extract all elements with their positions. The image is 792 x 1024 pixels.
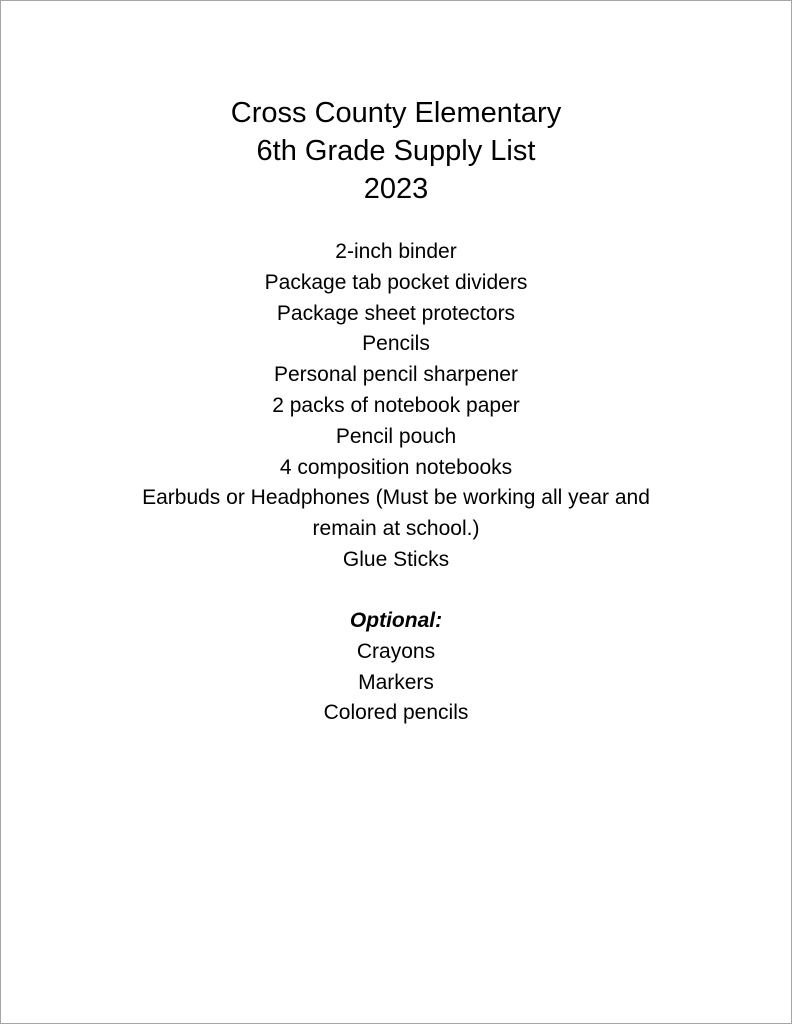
list-item: Pencil pouch bbox=[335, 424, 457, 448]
list-item: Package sheet protectors bbox=[276, 301, 516, 325]
list-item: 4 composition notebooks bbox=[279, 455, 513, 479]
list-item: Crayons bbox=[356, 639, 436, 663]
list-title: 6th Grade Supply List bbox=[256, 135, 536, 167]
optional-heading: Optional: bbox=[349, 609, 443, 632]
list-item: 2 packs of notebook paper bbox=[272, 393, 520, 417]
list-item: Personal pencil sharpener bbox=[274, 363, 518, 387]
list-item: Markers bbox=[358, 670, 434, 694]
school-name: Cross County Elementary bbox=[230, 97, 562, 129]
optional-list bbox=[1, 606, 791, 729]
list-item: Glue Sticks bbox=[342, 547, 450, 571]
list-item: Earbuds or Headphones (Must be working all year and bbox=[142, 486, 650, 510]
list-item: Pencils bbox=[362, 332, 430, 356]
list-item: Package tab pocket dividers bbox=[264, 270, 528, 294]
list-item: remain at school.) bbox=[312, 517, 480, 541]
list-year: 2023 bbox=[363, 173, 429, 205]
list-item: 2-inch binder bbox=[335, 240, 457, 263]
document-title bbox=[1, 94, 791, 208]
list-item: Colored pencils bbox=[323, 701, 469, 725]
supply-list bbox=[1, 237, 791, 576]
